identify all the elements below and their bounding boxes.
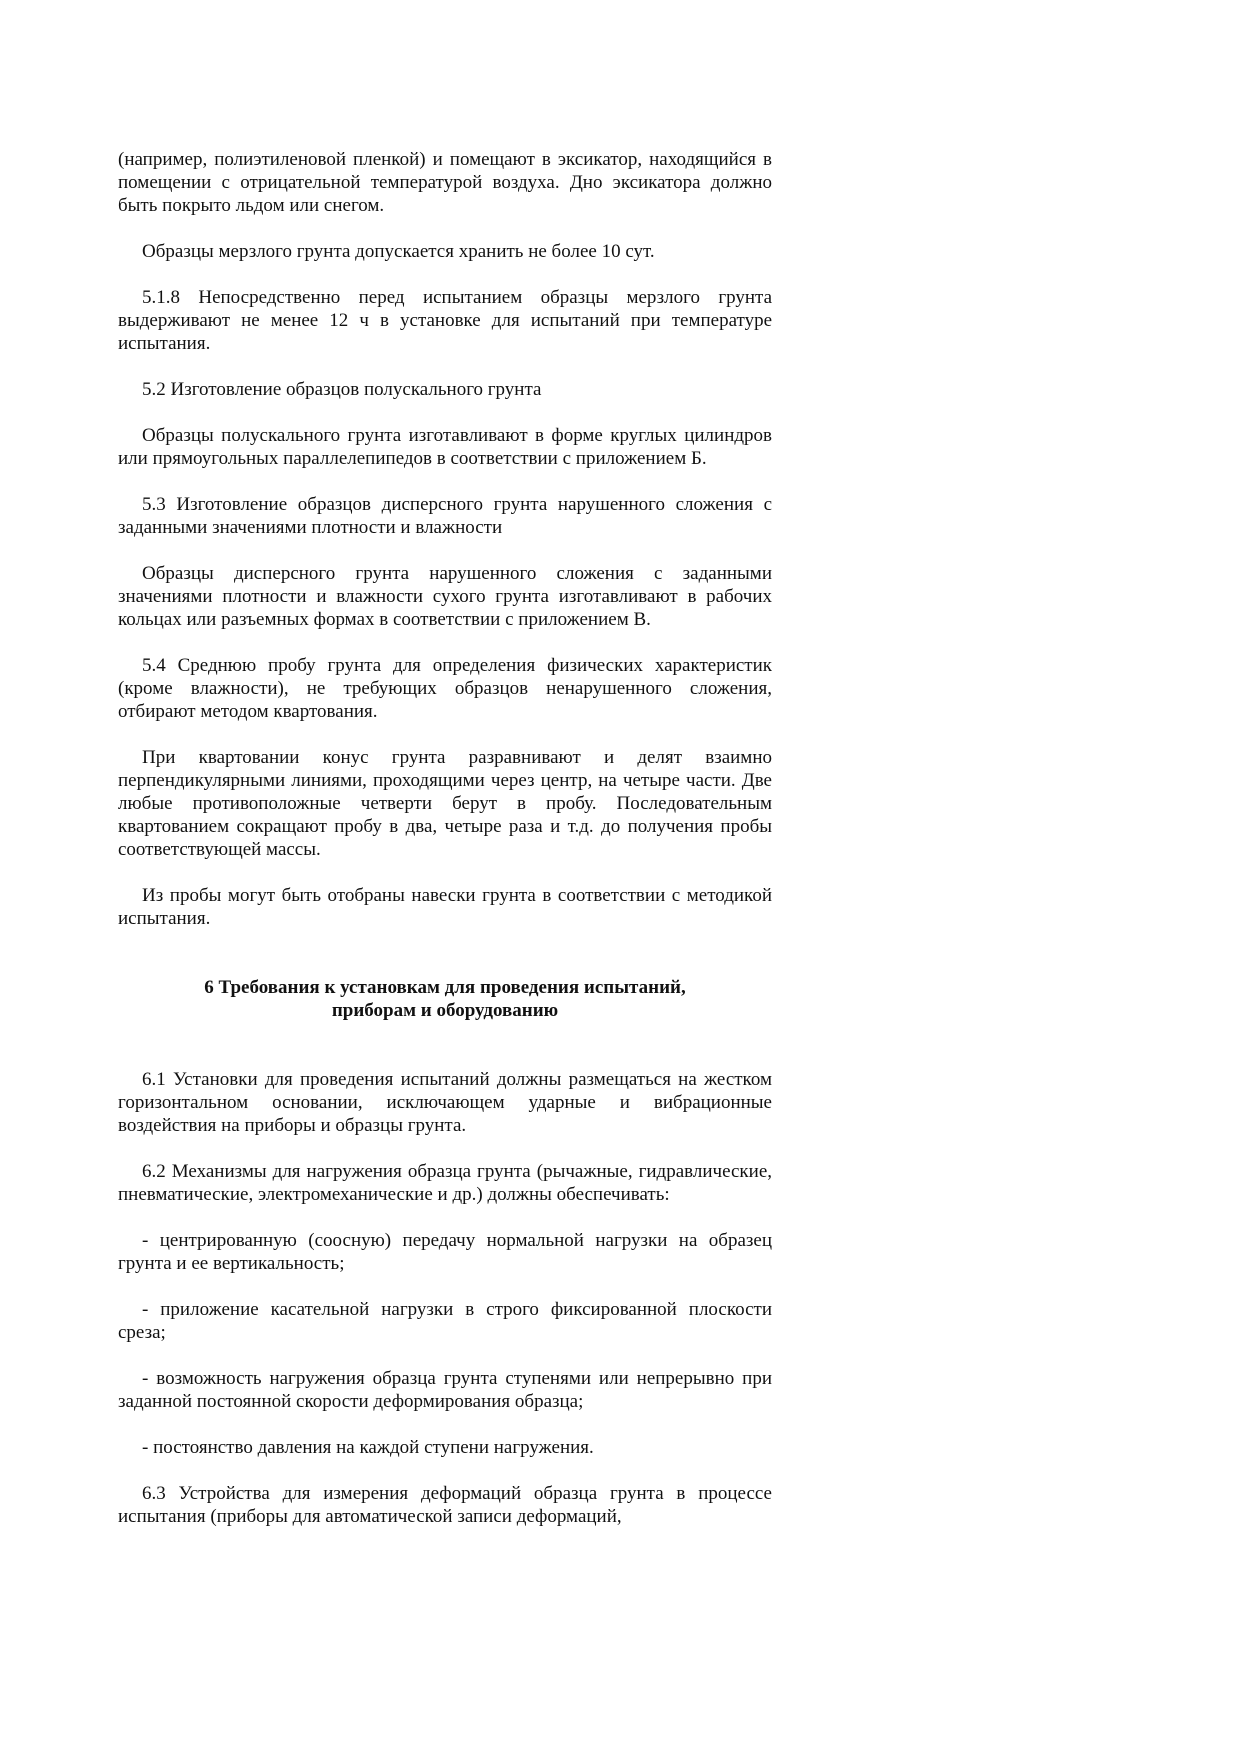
list-item: - возможность нагружения образца грунта ступенями или непрерывно при заданной постоянной скорости деформирования образца; (118, 1368, 772, 1412)
paragraph: 6.1 Установки для проведения испытаний должны размещаться на жестком горизонтальном основании, исключающем ударные и вибрационные воздействия на приборы и образцы грунта. (118, 1069, 772, 1136)
paragraph: (например, полиэтиленовой пленкой) и помещают в эксикатор, находящийся в помещении с отрицательной температурой воздуха. Дно эксикатора должно быть покрыто льдом или снегом. (118, 149, 772, 216)
list-item: - постоянство давления на каждой ступени нагружения. (142, 1437, 594, 1458)
paragraph: Образцы мерзлого грунта допускается хранить не более 10 сут. (142, 241, 655, 262)
paragraph: Из пробы могут быть отобраны навески грунта в соответствии с методикой испытания. (118, 885, 772, 929)
section-heading (118, 976, 772, 1022)
paragraph: 5.1.8 Непосредственно перед испытанием образцы мерзлого грунта выдерживают не менее 12 ч в установке для испытаний при температуре испытания. (118, 287, 772, 354)
paragraph: При квартовании конус грунта разравнивают и делят взаимно перпендикулярными линиями, проходящими через центр, на четыре части. Две любые противоположные четверти берут в пробу. Последовательным квартованием сокращают пробу в два, четыре раза и т.д. до получения пробы соответствующей массы. (118, 747, 772, 860)
section-heading-line: 6 Требования к установкам для проведения испытаний, (204, 977, 686, 998)
subsection-title: 5.2 Изготовление образцов полускального грунта (142, 379, 542, 400)
paragraph: 5.4 Среднюю пробу грунта для определения физических характеристик (кроме влажности), не требующих образцов ненарушенного сложения, отбирают методом квартования. (118, 655, 772, 722)
subsection-title: 5.3 Изготовление образцов дисперсного грунта нарушенного сложения с заданными значениями плотности и влажности (118, 494, 772, 538)
paragraph: Образцы дисперсного грунта нарушенного сложения с заданными значениями плотности и влажности сухого грунта изготавливают в рабочих кольцах или разъемных формах в соответствии с приложением В. (118, 563, 772, 630)
paragraph: 6.2 Механизмы для нагружения образца грунта (рычажные, гидравлические, пневматические, электромеханические и др.) должны обеспечивать: (118, 1161, 772, 1205)
section-heading-line: приборам и оборудованию (331, 1000, 559, 1021)
list-item: - центрированную (соосную) передачу нормальной нагрузки на образец грунта и ее вертикальность; (118, 1230, 772, 1274)
paragraph: Образцы полускального грунта изготавливают в форме круглых цилиндров или прямоугольных параллелепипедов в соответствии с приложением Б. (118, 425, 772, 469)
document-page (118, 148, 772, 1528)
paragraph: 6.3 Устройства для измерения деформаций образца грунта в процессе испытания (приборы для автоматической записи деформаций, (118, 1483, 772, 1527)
list-item: - приложение касательной нагрузки в строго фиксированной плоскости среза; (118, 1299, 772, 1343)
